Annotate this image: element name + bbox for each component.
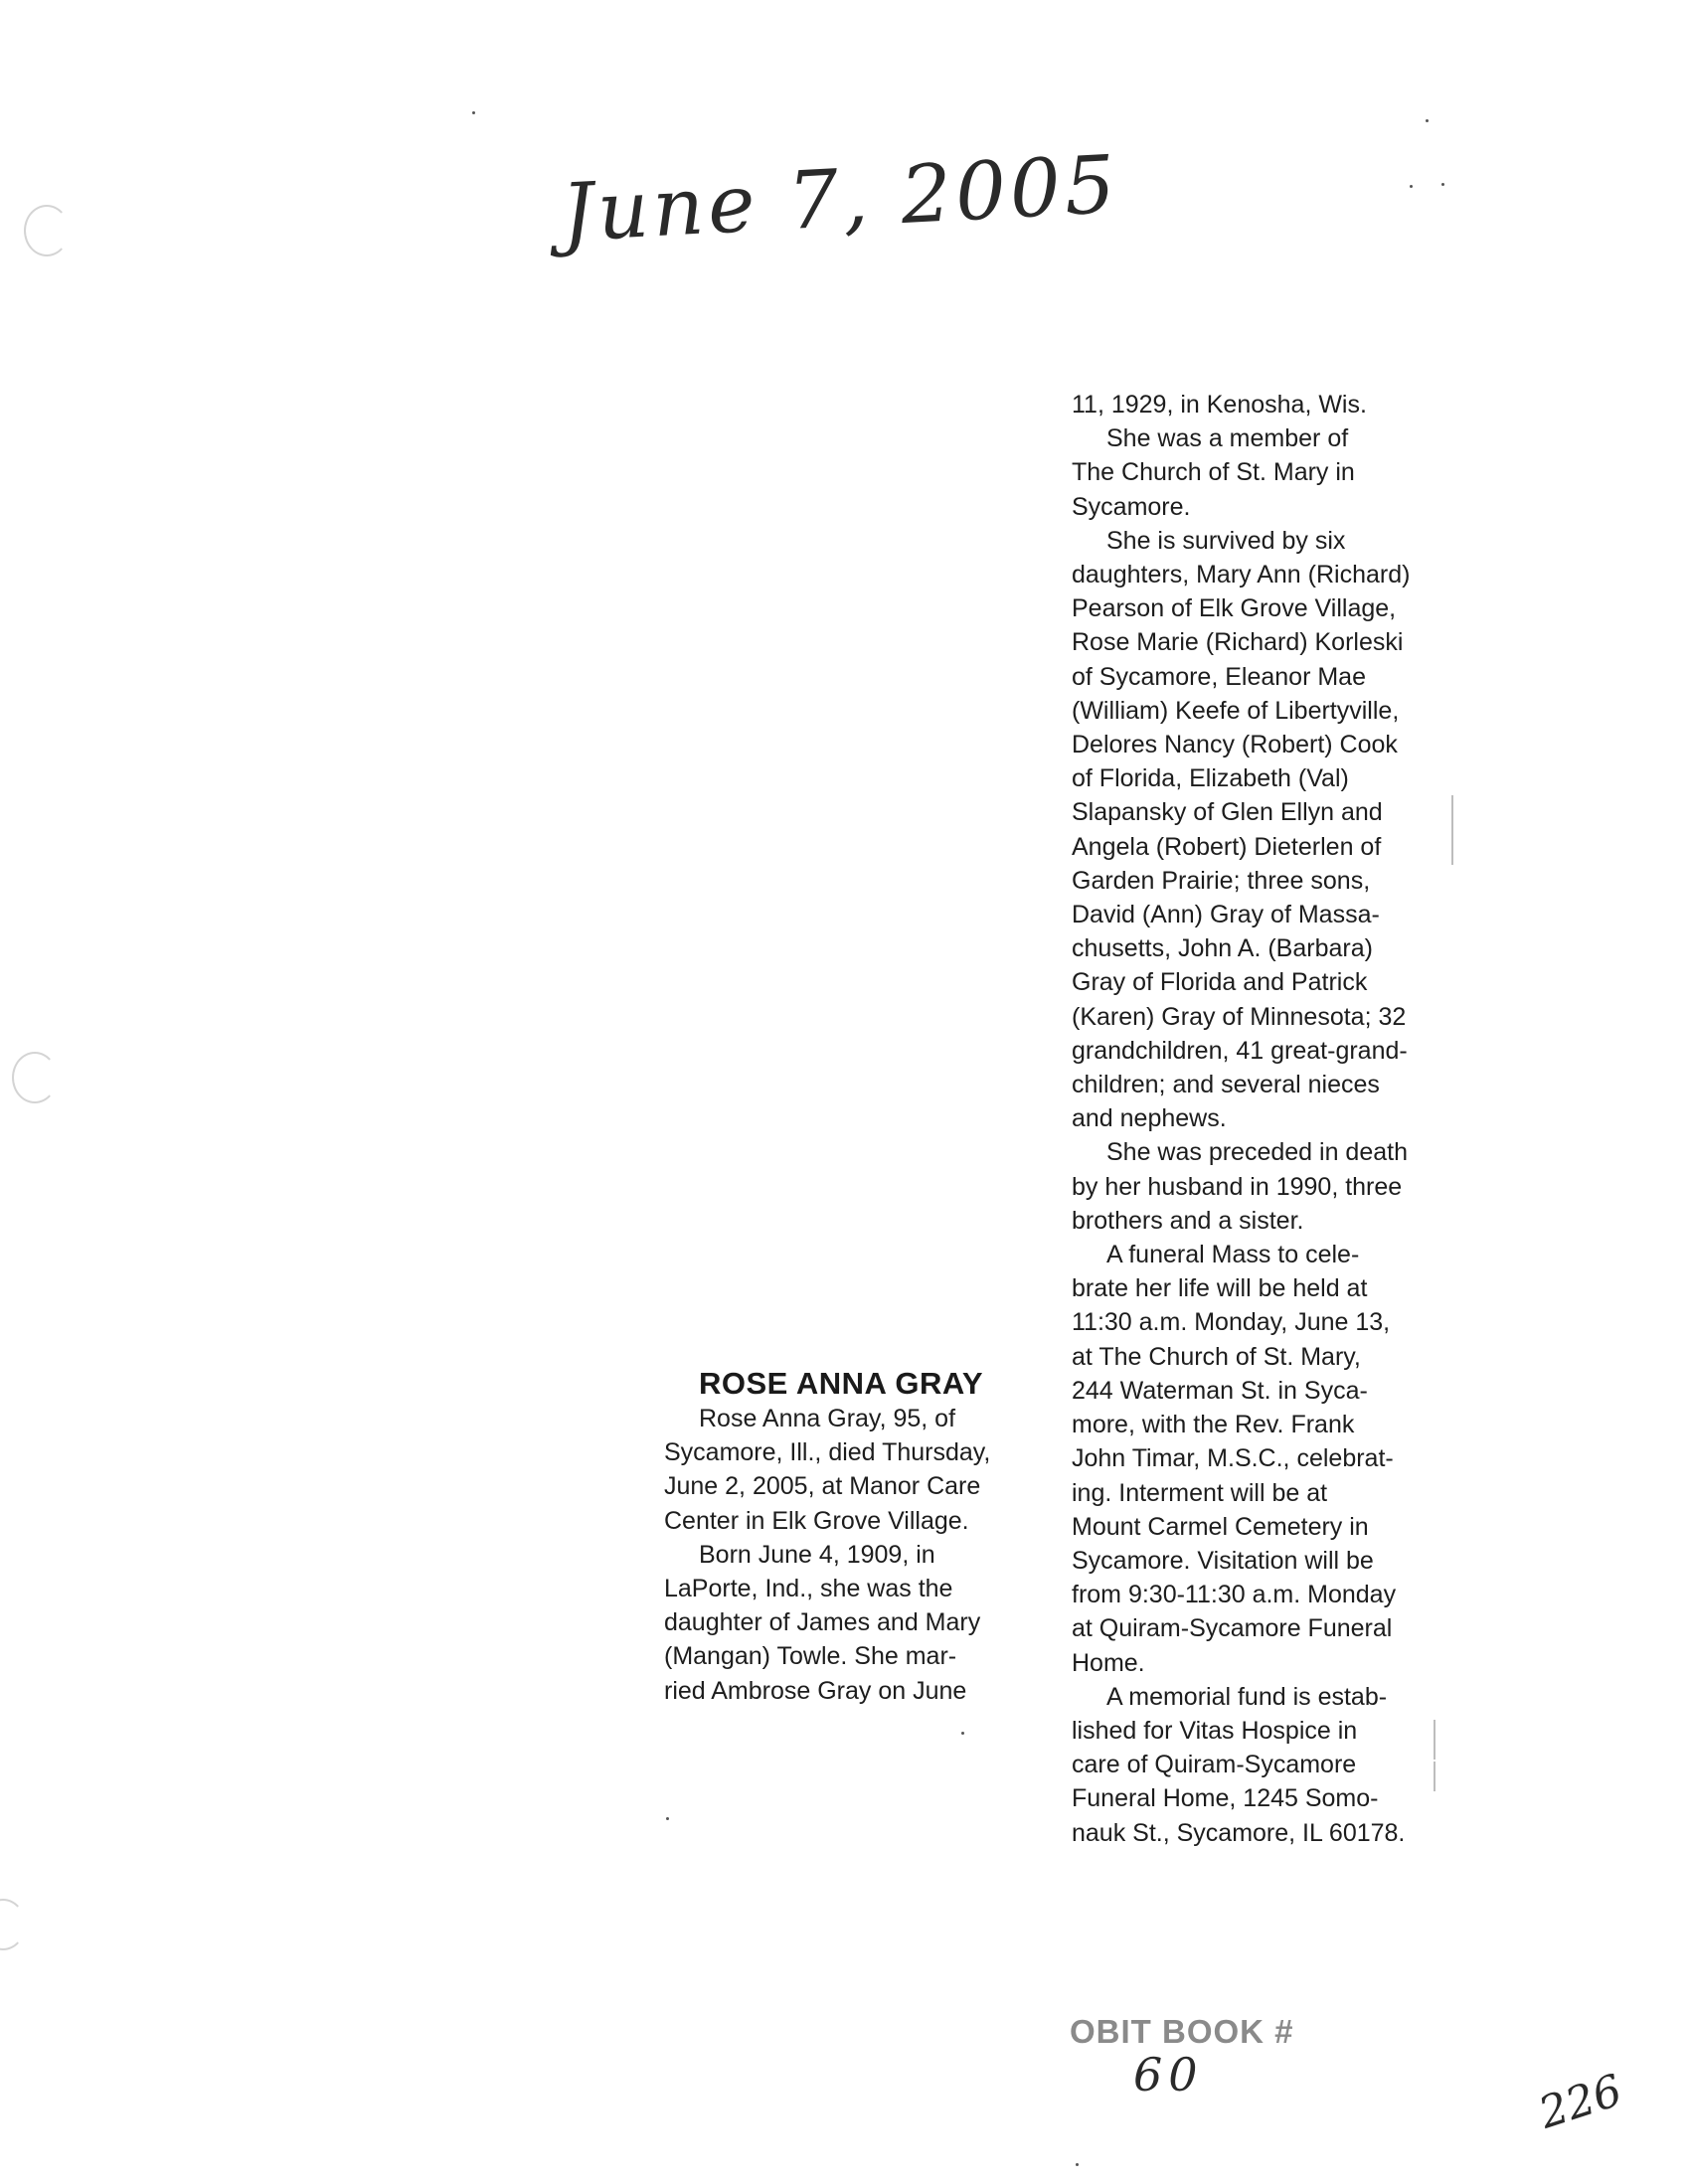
text-line: lished for Vitas Hospice in [1072, 1716, 1358, 1745]
scan-speck [1441, 183, 1444, 186]
binder-hole-top [24, 205, 70, 256]
text-line: Home. [1072, 1648, 1145, 1677]
text-line: Gray of Florida and Patrick [1072, 968, 1368, 997]
binder-hole-middle [12, 1052, 58, 1103]
text-line: (William) Keefe of Libertyville, [1072, 696, 1400, 725]
text-line: by her husband in 1990, three [1072, 1172, 1403, 1201]
text-line: Pearson of Elk Grove Village, [1072, 594, 1397, 623]
text-line: Delores Nancy (Robert) Cook [1072, 731, 1398, 759]
text-line: Mount Carmel Cemetery in [1072, 1512, 1369, 1541]
handwritten-page-number: 226 [1533, 2065, 1628, 2139]
text-line: Angela (Robert) Dieterlen of [1072, 832, 1382, 861]
text-line: Sycamore. Visitation will be [1072, 1546, 1374, 1575]
text-line: grandchildren, 41 great-grand- [1072, 1036, 1408, 1065]
text-line: She is survived by six [1106, 526, 1346, 555]
text-line: nauk St., Sycamore, IL 60178. [1072, 1818, 1406, 1847]
text-line: children; and several nieces [1072, 1071, 1380, 1099]
clipping-edge-mark [1434, 1720, 1435, 1760]
scan-speck [666, 1817, 669, 1820]
text-line: LaPorte, Ind., she was the [664, 1575, 953, 1603]
binder-hole-bottom [0, 1899, 26, 1950]
clipping-edge-mark [1434, 1762, 1435, 1791]
text-line: of Sycamore, Eleanor Mae [1072, 662, 1366, 691]
text-line: Sycamore. [1072, 492, 1191, 521]
scan-speck [1076, 2163, 1079, 2166]
text-line: David (Ann) Gray of Massa- [1072, 901, 1380, 929]
scan-speck [472, 111, 475, 114]
text-line: Slapansky of Glen Ellyn and [1072, 798, 1383, 827]
text-line: of Florida, Elizabeth (Val) [1072, 764, 1349, 793]
text-line: brate her life will be held at [1072, 1274, 1368, 1303]
text-line: care of Quiram-Sycamore [1072, 1751, 1357, 1779]
text-line: Garden Prairie; three sons, [1072, 866, 1371, 895]
text-line: more, with the Rev. Frank [1072, 1411, 1355, 1439]
handwritten-date: June 7, 2005 [559, 137, 1121, 259]
text-line: A memorial fund is estab- [1106, 1682, 1388, 1711]
scan-speck [961, 1732, 964, 1735]
text-line: daughters, Mary Ann (Richard) [1072, 561, 1411, 589]
text-line: from 9:30-11:30 a.m. Monday [1072, 1581, 1397, 1609]
text-line: ried Ambrose Gray on June [664, 1676, 967, 1705]
text-line: 11:30 a.m. Monday, June 13, [1072, 1308, 1391, 1337]
text-line: June 2, 2005, at Manor Care [664, 1472, 981, 1501]
text-line: 244 Waterman St. in Syca- [1072, 1376, 1368, 1405]
text-line: daughter of James and Mary [664, 1608, 981, 1637]
text-line: Funeral Home, 1245 Somo- [1072, 1784, 1379, 1813]
text-line: 11, 1929, in Kenosha, Wis. [1072, 391, 1367, 419]
text-line: (Mangan) Towle. She mar- [664, 1642, 957, 1671]
obituary-left-column [664, 1402, 1042, 1708]
obituary-right-column [1072, 388, 1449, 1850]
clipping-edge-mark [1451, 795, 1453, 865]
obit-book-stamp: OBIT BOOK # [1070, 2013, 1294, 2050]
text-line: Center in Elk Grove Village. [664, 1506, 969, 1535]
text-line: The Church of St. Mary in [1072, 458, 1355, 487]
scan-speck [1410, 185, 1413, 188]
text-line: ing. Interment will be at [1072, 1478, 1328, 1507]
handwritten-book-number: 60 [1133, 2048, 1204, 2101]
text-line: Rose Marie (Richard) Korleski [1072, 628, 1404, 657]
text-line: She was a member of [1106, 424, 1349, 453]
obituary-headline: ROSE ANNA GRAY [699, 1366, 984, 1401]
text-line: and nephews. [1072, 1104, 1227, 1133]
text-line: She was preceded in death [1106, 1138, 1408, 1167]
text-line: Rose Anna Gray, 95, of [699, 1405, 956, 1432]
scan-speck [1426, 119, 1429, 122]
text-line: A funeral Mass to cele- [1106, 1241, 1360, 1269]
text-line: Sycamore, Ill., died Thursday, [664, 1438, 991, 1467]
text-line: at Quiram-Sycamore Funeral [1072, 1614, 1393, 1643]
text-line: brothers and a sister. [1072, 1206, 1304, 1235]
text-line: (Karen) Gray of Minnesota; 32 [1072, 1002, 1407, 1031]
text-line: chusetts, John A. (Barbara) [1072, 934, 1373, 963]
text-line: Born June 4, 1909, in [699, 1540, 935, 1569]
text-line: at The Church of St. Mary, [1072, 1342, 1361, 1371]
text-line: John Timar, M.S.C., celebrat- [1072, 1444, 1394, 1473]
